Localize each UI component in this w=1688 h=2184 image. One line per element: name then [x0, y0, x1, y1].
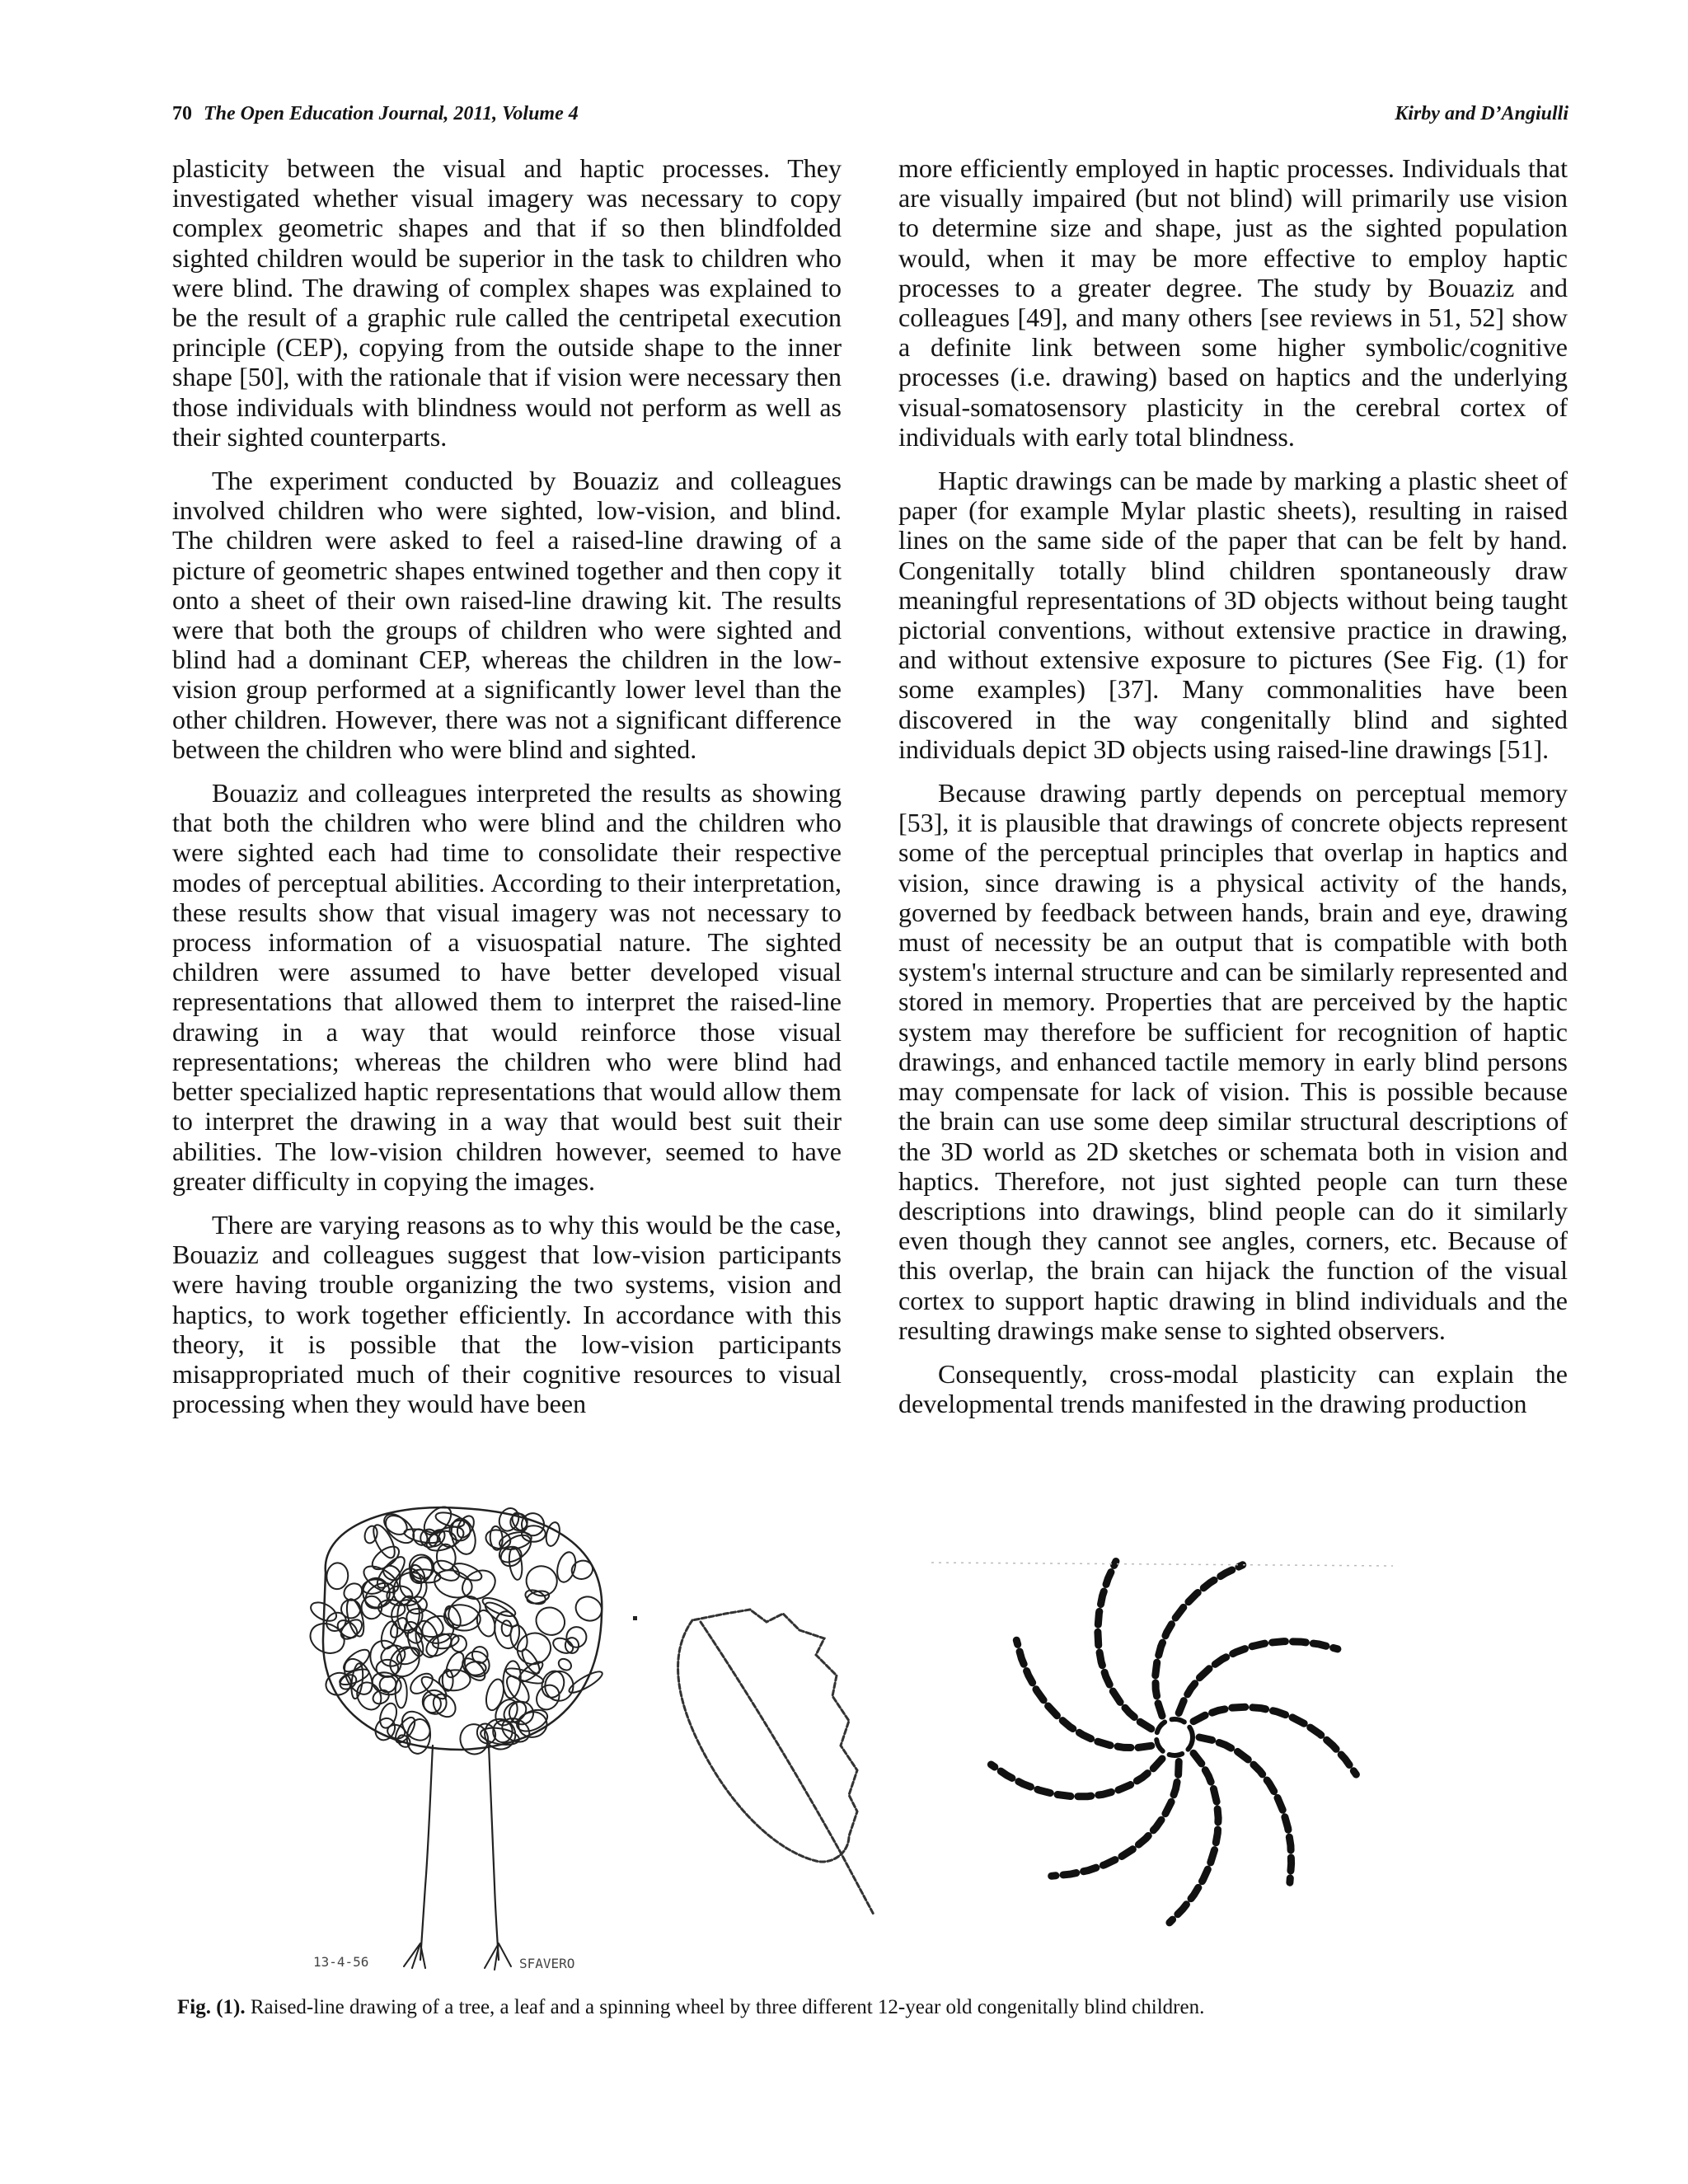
journal-title: The Open Education Journal, 2011, Volume 4 [204, 103, 579, 124]
scribble-loop [340, 1599, 361, 1619]
scribble-loop [531, 1602, 570, 1640]
figure-drawings [288, 1498, 1434, 1976]
figure-caption [177, 1993, 1578, 2022]
wheel-hub [1156, 1719, 1193, 1755]
tree-trunk-right [489, 1746, 499, 1960]
scribble-loop [340, 1580, 365, 1604]
paragraph: more efficiently employed in haptic processes. Individuals that are visually impaired (but not blind) will primarily use vision to determine size and shape, just as the sighted population would, when it may be more effective to employ haptic processes to a greater degree. The study by Bouaziz and colleagues [49], and many others [see reviews in 51, 52] show a definite link between some higher symbolic/cognitive processes (i.e. drawing) based on haptics and the underlying visual-somatosensory plasticity in the cerebral cortex of individuals with early total blindness. [898, 153, 1568, 452]
leaf-drawing [678, 1610, 874, 1915]
wheel-arm [1156, 1565, 1243, 1716]
tree-trunk-left [420, 1746, 433, 1960]
right-column [898, 153, 1568, 1418]
figure-1 [288, 1498, 1434, 1976]
scribble-loop [570, 1558, 595, 1582]
scribble-loop [326, 1562, 349, 1590]
leaf-outline [678, 1610, 857, 1862]
leaf-midrib [701, 1622, 874, 1915]
tree-annotation-left: 13-4-56 [313, 1954, 369, 1970]
scribble-loop [565, 1625, 588, 1649]
paragraph: Haptic drawings can be made by marking a plastic sheet of paper (for example Mylar plastic sheets), resulting in raised lines on the same side of the paper that can be felt by hand. Congenitally totally blind children spontaneously draw meaningful representations of 3D objects without being taught pictorial conventions, without extensive practice in drawing, and without extensive exposure to pictures (See Fig. (1) for some examples) [37]. Many commonalities have been discovered in the way congenitally blind and sighted individuals depict 3D objects using raised-line drawings [51]. [898, 466, 1568, 764]
tree-crown-outline [323, 1507, 602, 1750]
paragraph: There are varying reasons as to why this would be the case, Bouaziz and colleagues suggest that low-vision participants were having trouble organizing the two systems, vision and haptics, to work together efficiently. In accordance with this theory, it is possible that the low-vision participants misappropriated much of their cognitive resources to visual processing when they would have been [172, 1209, 842, 1419]
scribble-loop [436, 1544, 457, 1571]
scribble-loop [460, 1647, 495, 1682]
paragraph: plasticity between the visual and haptic processes. They investigated whether visual imagery was necessary to copy complex geometric shapes and that if so then blindfolded sighted children would be superior in the task to children who were blind. The drawing of complex shapes was explained to be the result of a graphic rule called the centripetal execution principle (CEP), copying from the outside shape to the inner shape [50], with the rationale that if vision were necessary then those individuals with blindness would not perform as well as their sighted counterparts. [172, 153, 842, 452]
caption-label: Fig. (1). [177, 1996, 246, 2018]
paragraph: Because drawing partly depends on perceptual memory [53], it is plausible that drawings of concrete objects represent some of the perceptual principles that overlap in haptics and vision, since drawing is a physical activity of the hands, governed by feedback between hands, brain and eye, drawing must of necessity be an output that is compatible with both system's internal structure and can be similarly represented and stored in memory. Properties that are perceived by the haptic system may therefore be sufficient for recognition of haptic drawings, and enhanced tactile memory in early blind persons may compensate for lack of vision. This is possible because the brain can use some deep similar structural descriptions of the 3D world as 2D sketches or schemata both in vision and haptics. Therefore, not just sighted people can turn these descriptions into drawings, blind people can do it similarly even though they cannot see angles, corners, etc. Because of this overlap, the brain can hijack the function of the visual cortex to support haptic drawing in blind individuals and the resulting drawings make sense to sighted observers. [898, 778, 1568, 1345]
wheel-arm [1098, 1562, 1151, 1729]
paragraph: The experiment conducted by Bouaziz and colleagues involved children who were sighted, low-vision, and blind. The children were asked to feel a raised-line drawing of a picture of geometric shapes entwined together and then copy it onto a sheet of their own raised-line drawing kit. The results were that both the groups of children who were sighted and blind had a dominant CEP, whereas the children in the low-vision group performed at a significantly lower level than the other children. However, there was not a significant difference between the children who were blind and sighted. [172, 466, 842, 764]
tree-drawing [306, 1502, 606, 1971]
paragraph: Bouaziz and colleagues interpreted the results as showing that both the children who were blind and the children who were sighted each had time to consolidate their respective modes of perceptual abilities. According to their interpretation, these results show that visual imagery was not necessary to process information of a visuospatial nature. The sighted children were assumed to have better developed visual representations that allowed them to interpret the raised-line drawing in a way that would reinforce those visual representations; whereas the children who were blind had better specialized haptic representations that would allow them to interpret the drawing in a way that would best suit their abilities. The low-vision children however, seemed to have greater difficulty in copying the images. [172, 778, 842, 1196]
running-header [172, 97, 1568, 130]
scribble-loop [554, 1550, 579, 1584]
left-column [172, 153, 842, 1418]
wheel-arm [1052, 1762, 1179, 1877]
scribble-loop [365, 1636, 406, 1681]
scribble-loop [544, 1521, 562, 1547]
wheel-arm [1179, 1642, 1338, 1713]
caption-text: Raised-line drawing of a tree, a leaf and a spinning wheel by three different 12-year old congenitally blind children. [245, 1996, 1205, 2018]
paragraph: Consequently, cross-modal plasticity can explain the developmental trends manifested in the drawing production [898, 1358, 1568, 1419]
page-number: 70 [172, 103, 192, 124]
stray-mark [633, 1616, 637, 1620]
tree-annotation-right: SFAVERO [519, 1956, 575, 1971]
scribble-loop [377, 1701, 399, 1730]
wheel-arm [1016, 1640, 1151, 1747]
spinning-wheel-drawing [991, 1562, 1356, 1923]
header-authors: Kirby and D’Angiulli [1395, 103, 1568, 124]
scribble-loop [353, 1678, 386, 1713]
scan-edge-line [931, 1563, 1393, 1566]
scribble-loop [556, 1657, 573, 1672]
tree-crown-scribble [306, 1502, 606, 1756]
wheel-arm [991, 1759, 1162, 1797]
